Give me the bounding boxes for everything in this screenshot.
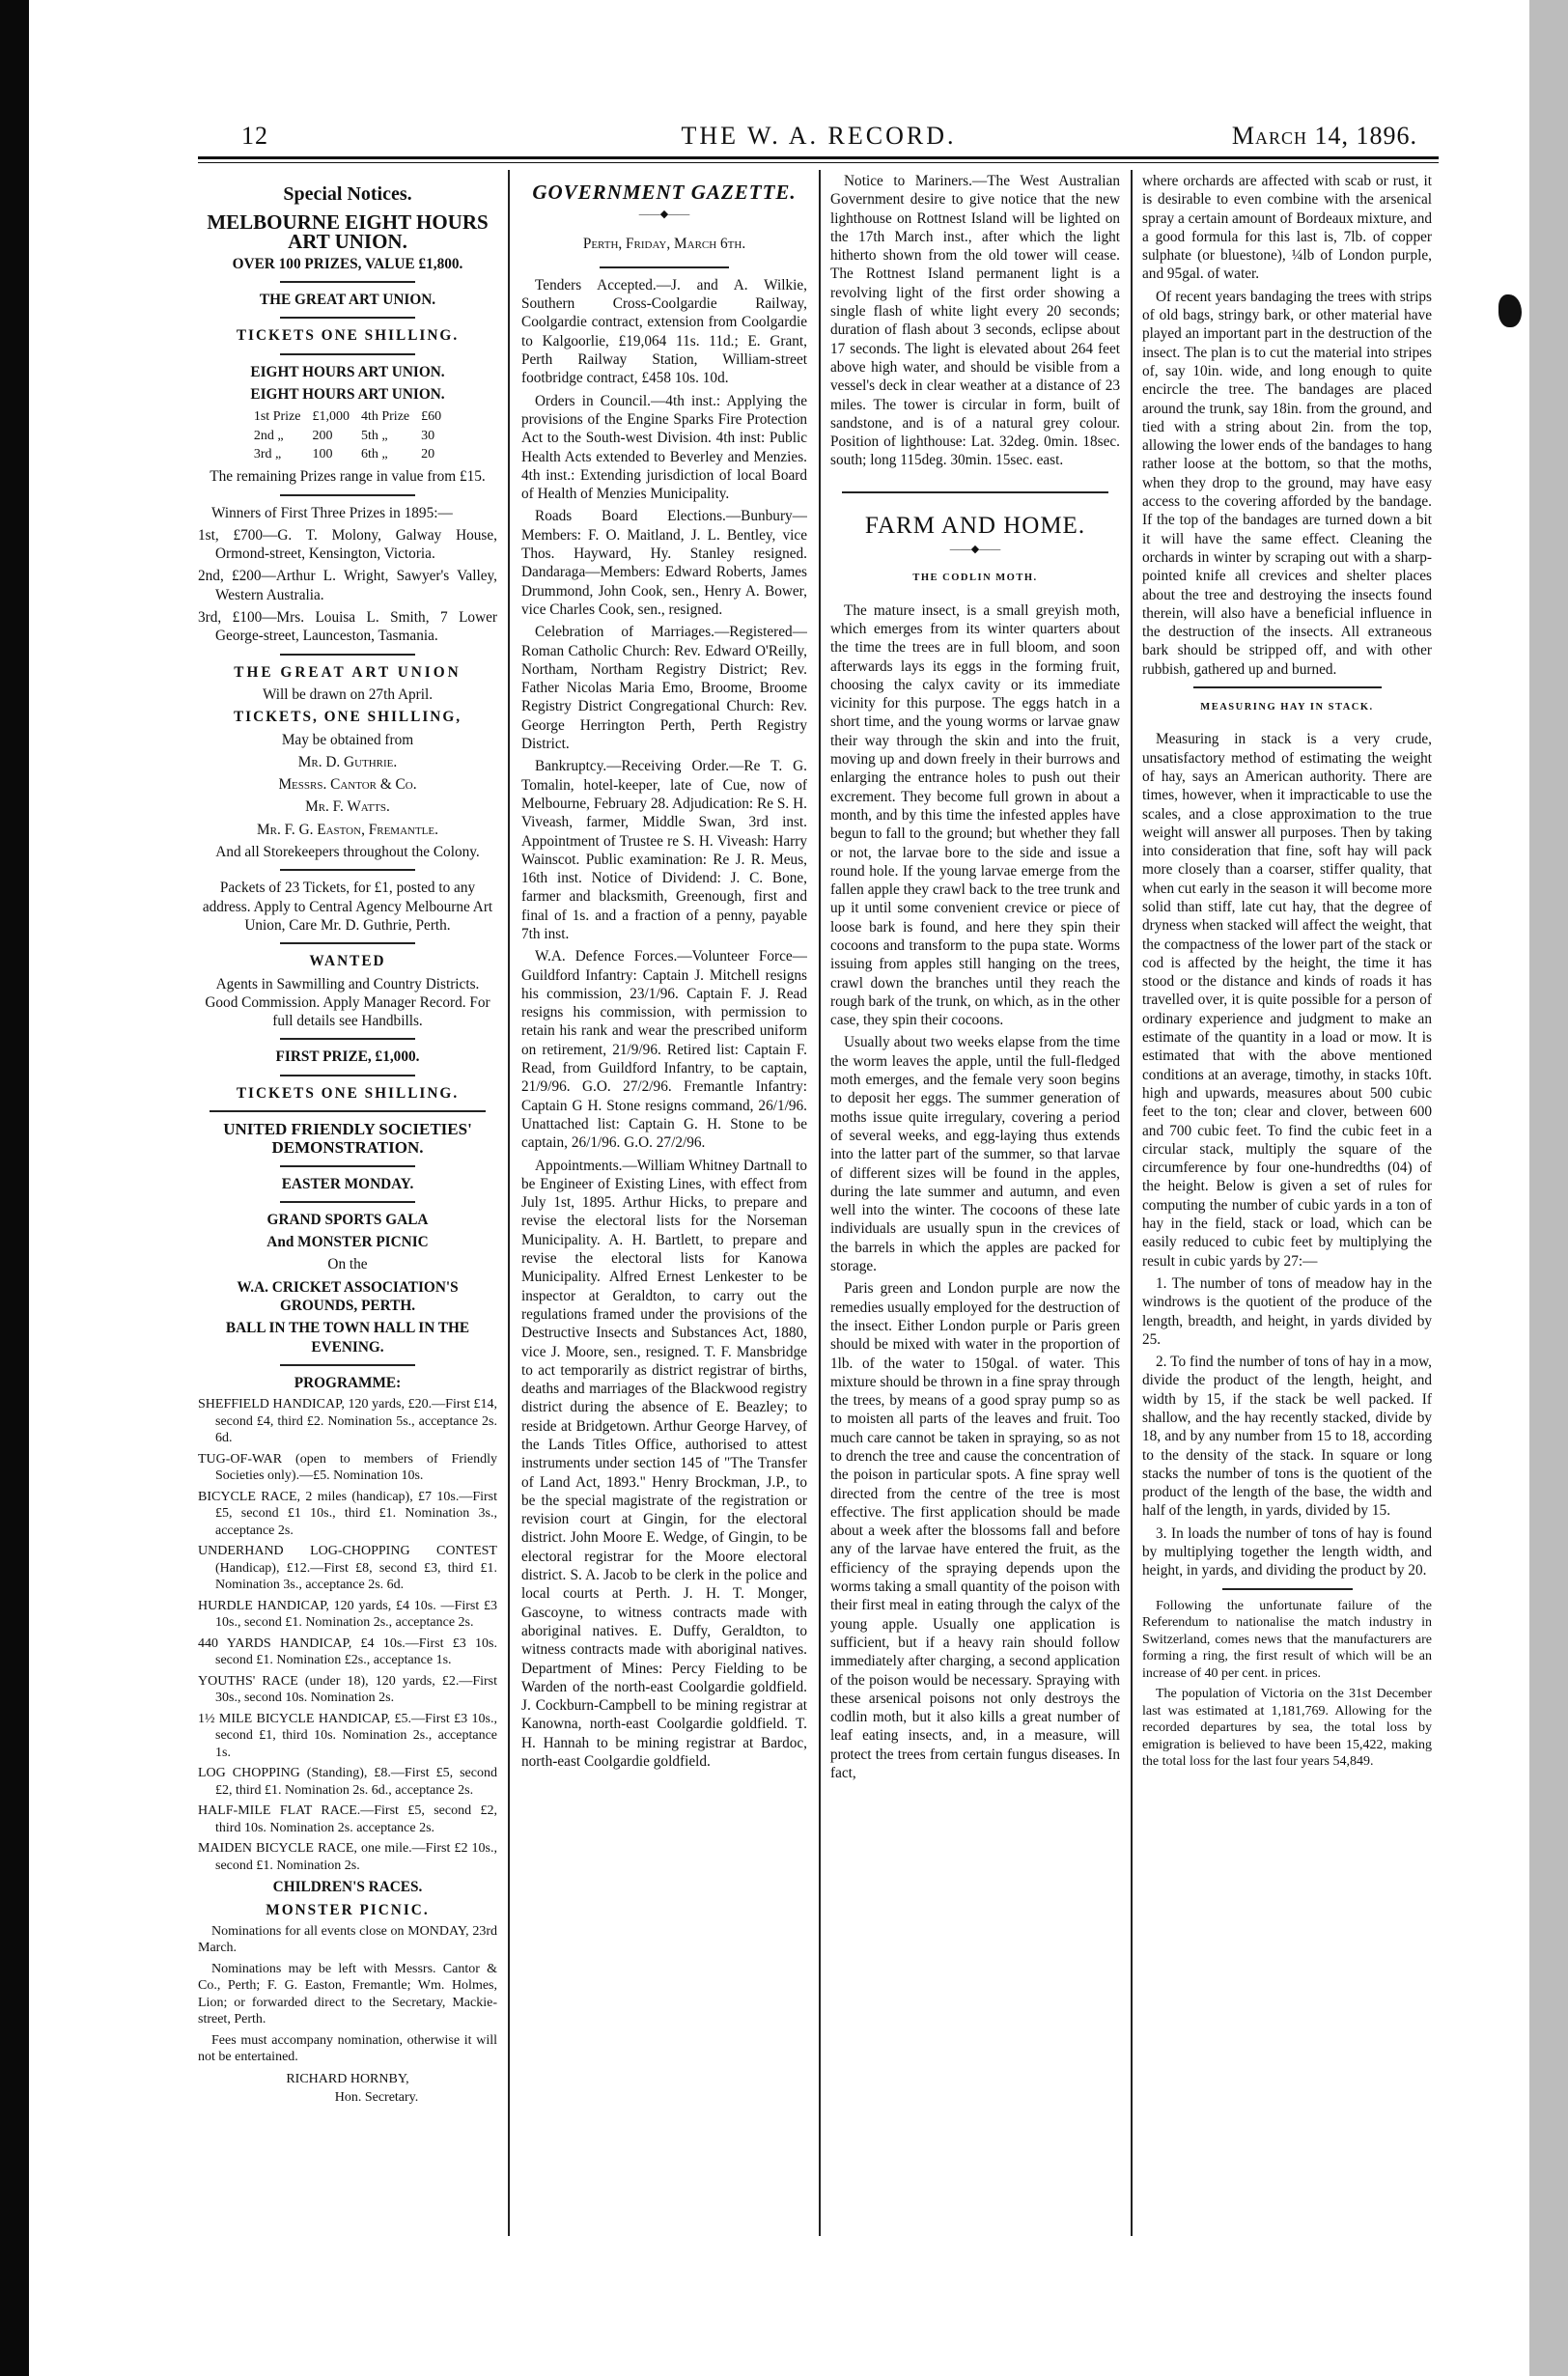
- rule-item: 3. In loads the number of tons of hay is found by multiplying together the length width, and height, in yards, and dividing the product by 20.: [1142, 1524, 1432, 1579]
- article-paragraph: Of recent years bandaging the trees with strips of old bags, stringy bark, or other material have played an important part in the destruction of the insect. The plan is to cut the material into stripes of, say 10in. wide, and long enough to quite encircle the tree. The bandages are placed around the trunk, say 18in. from the ground, and tied with a string about 2in. from the top, allowing the lower ends of the bandages to hang rather loose at the bottom, so that the moths, when they drop to the ground, may have easy access to the covering afforded by the bandage. If the top of the bandages are turned down a bit it will have the same effect. Cleaning the orchards in winter by scraping out with a sharp-pointed knife all crevices and shelter places about the tree and destroying the insects found therein, will also have a beneficial influence in the destruction of the insects. All extraneous bark should be stripped off, and with other rubbish, gathered up and burned.: [1142, 288, 1432, 678]
- article-heading: MEASURING HAY IN STACK.: [1200, 702, 1374, 713]
- agent: Mr. D. Guthrie.: [297, 753, 398, 770]
- event: UNDERHAND LOG-CHOPPING CONTEST (Handicap), £12.—First £8, second £3, third £1. Nomination 3s., acceptance 2s. 6d.: [198, 1544, 497, 1593]
- obtained-from: May be obtained from: [281, 731, 414, 748]
- ornament-divider: ——◆——: [638, 209, 690, 221]
- tickets-line: TICKETS, ONE SHILLING,: [233, 709, 462, 726]
- rule-item: 1. The number of tons of meadow hay in the windrows is the quotient of the produce of the length, breadth, and height, in yards divided by 25.: [1142, 1274, 1432, 1348]
- article-paragraph: The mature insect, is a small greyish moth, which emerges from its winter quarters about the time the trees are in full bloom, and soon afterwards lays its eggs in the forming fruit, choosing the calyx cavity or its immediate vicinity for this purpose. The eggs hatch in a short time, and the young worms or larvae gnaw their way through the skin and into the fruit, moving up and down freely in their burrows and enlarging the entrance holes to push out their excrement. They become full grown in about a month, and by this time the infested apples have begun to fall to the ground; but whether they fall or not, the larvae bore to the side and issue a round hole. If the young larvae emerge from the fallen apple they crawl back to the tree trunk and up it until some convenient crevice or piece of loose bark is found, and here they spin their cocoons and transform to the pupa state. Worms issuing from apples still hanging on the trees, crawl down the branches until they reach the rough bark of the trunk, on which, as in the other case, they spin their cocoons.: [830, 601, 1120, 1029]
- event: HURDLE HANDICAP, 120 yards, £4 10s. —First £3 10s., second £1. Nomination 2s., acceptance 2s.: [198, 1598, 497, 1631]
- sports-gala: GRAND SPORTS GALA: [266, 1211, 429, 1228]
- page-header: [220, 118, 1417, 151]
- event: BICYCLE RACE, 2 miles (handicap), £7 10s.—First £5, second £1 10s., third £1. Nomination 3s., acceptance 2s.: [198, 1489, 497, 1538]
- gazette-item: Celebration of Marriages.—Registered—Roman Catholic Church: Rev. Edward O'Reilly, Northam, Northam Registry District; Rev. Father Nicolas Maria Emo, Broome, Broome Registry District Congregational Church: Rev. George Herrington Perth, Perth Registry District.: [521, 624, 807, 753]
- divider: [842, 491, 1108, 493]
- event: SHEFFIELD HANDICAP, 120 yards, £20.—First £14, second £4, third £2. Nomination 5s., acceptance 2s. 6d.: [198, 1397, 497, 1446]
- divider: [1222, 1588, 1353, 1590]
- wanted-text: Agents in Sawmilling and Country Districts. Good Commission. Apply Manager Record. For full details see Handbills.: [205, 975, 490, 1030]
- gazette-item: Orders in Council.—4th inst.: Applying the provisions of the Engine Sparks Fire Protection Act to the South-west Division. 4th inst: Public Health Acts extended to Beverley and Menzies. 4th inst.: Extending jurisdiction of local Board of Health of Menzies Municipality.: [521, 392, 807, 503]
- gazette-item: Appointments.—William Whitney Dartnall to be Engineer of Existing Lines, with effect from July 1st, 1895. Arthur Hicks, to prepare and revise the electoral lists for the Norseman Municipality. A. H. Bartlett, to prepare and revise the electoral lists for Kanowa Municipality. Alfred Ernest Lenkester to be inspector at Geraldton, to carry out the regulations framed under the provisions of the Destructive Insects and Substances Act, 1880, vice J. Moore, sen., resigned. T. F. Mansbridge to act temporarily as district registrar of births, deaths and marriages of the Blackwood registry district during the absence of E. Beazley; to reside at Bridgetown. Arthur George Harvey, of the Lands Titles Office, authorised to attest instruments under section 145 of "The Transfer of Land Act, 1893." Henry Brockman, J.P., to be the special magistrate of the registration or revision court at Gingin, for the electoral district. John Moore E. Wedge, of Gingin, to be electoral registrar for the Moore electoral district. S. A. Jacob to be clerk in the police and local courts at Perth. J. H. T. Monger, Gascoyne, to witness contracts made with aboriginal natives. E. Duffy, Geraldton, to witness contracts made with aboriginal natives. Department of Mines: Percy Fielding to be Warden of the north-east Coolgardie goldfield. J. Cockburn-Campbell to be mining registrar at Kanowna, north-east Coolgardie goldfield. T. H. Hannah to be mining registrar at Bardoc, north-east Coolgardie goldfield.: [521, 1157, 807, 1771]
- divider: [280, 942, 415, 944]
- remaining-prizes: The remaining Prizes range in value from £15.: [210, 468, 486, 486]
- grounds: W.A. CRICKET ASSOCIATION'S GROUNDS, PERTH.: [237, 1278, 459, 1315]
- article-paragraph: Measuring in stack is a very crude, unsatisfactory method of estimating the weight of hay, says an American authority. There are times, however, when it impracticable to use the scales, and a close approximation to the true weight will answer all purposes. Then by taking into consideration that fine, soft hay will pack more closely than a coarser, stiffer quality, that when cut early in the season it will become more solid than stiff, late cut hay, that the degree of dryness when stacked will affect the weight, that the compactness of the lower part of the stack or cod is affected by the height, the time it has stood or the distance and kinds of roads it has travelled over, it is quite possible for a person of ordinary experience and judgment to make an estimate of the quantity in a load or mow. It is estimated that with the above mentioned conditions at an average, timothy, in stacks 10ft. high and upwards, measures about 500 cubic feet to the ton; clear and clover, between 600 and 700 cubic feet. To find the cubic feet in a circular stack, multiply the square of the circumference by four one-hundredths (04) of the height. Below is given a set of rules for computing the number of cubic yards in a ton of hay in the field, stack or load, which can be easily reduced to cubic feet by multiplying the result in cubic yards by 27:—: [1142, 731, 1432, 1270]
- divider: [280, 353, 415, 355]
- event: MAIDEN BICYCLE RACE, one mile.—First £2 10s., second £1. Nomination 2s.: [198, 1841, 497, 1873]
- signer-title: Hon. Secretary.: [334, 2090, 419, 2106]
- tickets-line: TICKETS ONE SHILLING.: [236, 327, 460, 345]
- column-farm-and-home: [830, 172, 1120, 2248]
- column-rule: [508, 170, 510, 2236]
- wanted-heading: WANTED: [309, 953, 386, 970]
- event: TUG-OF-WAR (open to members of Friendly Societies only).—£5. Nomination 10s.: [198, 1451, 497, 1484]
- divider: [280, 281, 415, 283]
- divider: [280, 869, 415, 871]
- page-number: 12: [241, 122, 268, 150]
- column-government-gazette: [521, 172, 807, 2248]
- ufs-title: UNITED FRIENDLY SOCIETIES' DEMONSTRATION.: [223, 1119, 472, 1158]
- notice-to-mariners: Notice to Mariners.—The West Australian Government desire to give notice that the new lighthouse on Rottnest Island will be lighted on the 17th March inst., after which the light hitherto shown from the old tower will cease. The Rottnest Island permanent light is a revolving light of the first order showing a single flash of white light every 20 seconds; duration of flash about 3 seconds, eclipse about 17 seconds. The light is elevated about 264 feet above high water, and should be visible from a vessel's deck in clear weather at a distance of 23 miles. The tower is circular in form, built of sandstone, and is of a natural grey colour. Position of lighthouse: Lat. 32deg. 0min. 18sec. south; long 115deg. 30min. 15sec. east.: [830, 173, 1120, 469]
- agent: Mr. F. Watts.: [305, 798, 390, 816]
- gazette-item: Bankruptcy.—Receiving Order.—Re T. G. Tomalin, hotel-keeper, late of Cue, now of Melbourne, February 28. Adjudication: Re S. H. Viveash, farmer, Middle Swan, 3rd inst. Appointment of Trustee re S. H. Viveash: Harry Wainscot. Public examination: Re J. R. Meus, 16th inst. Notice of Dividend: J. C. Bone, farmer and blacksmith, Greenough, first and final of 1s. and a fraction of a penny, payable 7th inst.: [521, 758, 807, 942]
- divider: [280, 1364, 415, 1366]
- first-prize: FIRST PRIZE, £1,000.: [275, 1048, 420, 1066]
- programme-heading: PROGRAMME:: [294, 1374, 402, 1391]
- article-paragraph: where orchards are affected with scab or rust, it is desirable to even combine with the arsenical spray a certain amount of Bordeaux mixture, and a good formula for this last is, 7lb. of copper sulphate (or bluestone), ¼lb of London purple, and 95gal. of water.: [1142, 173, 1432, 283]
- divider: [280, 494, 415, 496]
- winners-heading: Winners of First Three Prizes in 1895:—: [211, 504, 453, 521]
- gazette-item: W.A. Defence Forces.—Volunteer Force—Guildford Infantry: Captain J. Mitchell resigns his commission, 23/1/96. Captain F. J. Read resigns his commission, with permission to retain his rank and wear the prescribed uniform on retirement, 21/9/96. Retired list: Captain F. Read, from Guildford Infantry, to be captain, 21/9/96. G.O. 27/2/96. Fremantle Infantry: Captain G H. Stone resigns command, 26/1/96. Unattached list: Captain G. H. Stone to be captain, 26/1/96. G.O. 27/2/96.: [521, 948, 807, 1152]
- table-row: 2nd „ 200 5th „ 30: [253, 428, 435, 443]
- section-heading: FARM AND HOME.: [864, 512, 1086, 539]
- monster-picnic: And MONSTER PICNIC: [266, 1234, 429, 1251]
- on-the: On the: [327, 1256, 368, 1273]
- divider: [280, 1201, 415, 1203]
- divider: [280, 317, 415, 319]
- nominations-left: Nominations may be left with Messrs. Cantor & Co., Perth; F. G. Easton, Fremantle; Wm. Holmes, Lion; or forwarded direct to the Secretary, Mackie-street, Perth.: [198, 1961, 497, 2027]
- agent: Mr. F. G. Easton, Fremantle.: [257, 821, 438, 838]
- ink-blot: [1498, 294, 1522, 327]
- ornament-divider: ——◆——: [949, 544, 1001, 556]
- section-heading: GOVERNMENT GAZETTE.: [532, 181, 797, 204]
- scan-edge-left: [0, 0, 29, 2376]
- eight-hours-line: EIGHT HOURS ART UNION.: [250, 386, 445, 404]
- scan-edge-right: [1529, 0, 1568, 2376]
- article-heading: THE CODLIN MOTH.: [912, 573, 1038, 584]
- storekeepers: And all Storekeepers throughout the Colony.: [215, 844, 480, 861]
- issue-date: March 14, 1896.: [1231, 122, 1417, 150]
- divider: [280, 1038, 415, 1040]
- divider: [280, 1165, 415, 1167]
- divider: [210, 1110, 485, 1112]
- packets-notice: Packets of 23 Tickets, for £1, posted to any address. Apply to Central Agency Melbourne Art Union, Care Mr. D. Guthrie, Perth.: [202, 880, 493, 934]
- column-rule: [819, 170, 821, 2236]
- dateline: Perth, Friday, March 6th.: [582, 235, 746, 252]
- prizes-line: OVER 100 PRIZES, VALUE £1,800.: [232, 255, 463, 272]
- ball: BALL IN THE TOWN HALL IN THE EVENING.: [225, 1320, 470, 1356]
- eight-hours-line: EIGHT HOURS ART UNION.: [250, 363, 445, 380]
- event: YOUTHS' RACE (under 18), 120 yards, £2.—First 30s., second 10s. Nomination 2s.: [198, 1673, 497, 1706]
- monster-picnic-heading: MONSTER PICNIC.: [266, 1901, 430, 1918]
- winner: 3rd, £100—Mrs. Louisa L. Smith, 7 Lower George-street, Launceston, Tasmania.: [198, 609, 497, 645]
- masthead-title: THE W. A. RECORD.: [681, 122, 957, 150]
- header-rule-thin: [198, 162, 1439, 163]
- event: 440 YARDS HANDICAP, £4 10s.—First £3 10s. second £1. Nomination £2s., acceptance 1s.: [198, 1635, 497, 1668]
- agent: Messrs. Cantor & Co.: [278, 776, 417, 794]
- column-special-notices: [198, 172, 497, 2248]
- rule-item: 2. To find the number of tons of hay in a mow, divide the product of the length, height, and width by 15, if the stack be well packed. If shallow, and the hay recently stacked, divide by 18, and by any number from 15 to 18, according to the density of the stack. In square or long stacks the number of tons is the quotient of the product of the length of the base, the width and half of the length, in yards, divided by 15.: [1142, 1354, 1432, 1520]
- draw-date: Will be drawn on 27th April.: [262, 685, 434, 703]
- section-heading: Special Notices.: [283, 183, 412, 205]
- gazette-item: Tenders Accepted.—J. and A. Wilkie, Southern Cross-Coolgardie Railway, Coolgardie contract, extension from Coolgardie to Kalgoorlie, £19,064 11s. 11d.; E. Grant, Perth Railway Station, William-street footbridge contract, £458 10s. 10d.: [521, 276, 807, 387]
- header-rule: [198, 156, 1439, 159]
- news-item: Following the unfortunate failure of the Referendum to nationalise the match industry in Switzerland, comes news that the manufacturers are forming a ring, the first result of which will be an increase of 40 per cent. in prices.: [1142, 1598, 1432, 1681]
- tickets-line: TICKETS ONE SHILLING.: [236, 1084, 460, 1102]
- winner: 1st, £700—G. T. Molony, Galway House, Ormond-street, Kensington, Victoria.: [198, 526, 497, 563]
- column-rule: [1131, 170, 1133, 2236]
- event: HALF-MILE FLAT RACE.—First £5, second £2, third 10s. Nomination 2s. acceptance 2s.: [198, 1803, 497, 1835]
- table-row: 3rd „ 100 6th „ 20: [253, 446, 435, 461]
- table-row: 1st Prize £1,000 4th Prize £60: [253, 409, 442, 425]
- event: 1½ MILE BICYCLE HANDICAP, £5.—First £3 10s., second £1, third 10s. Nomination 2s., acceptance 1s.: [198, 1711, 497, 1760]
- divider: [1193, 686, 1382, 688]
- fees-note: Fees must accompany nomination, otherwise it will not be entertained.: [198, 2032, 497, 2065]
- great-art-union: THE GREAT ART UNION.: [259, 292, 436, 309]
- art-union-title: MELBOURNE EIGHT HOURS ART UNION.: [207, 210, 489, 253]
- article-paragraph: Usually about two weeks elapse from the time the worm leaves the apple, until the full-fledged moth emerges, and the female very soon begins to deposit her eggs. The summer generation of moths issue quite irregulary, covering a period of several weeks, and egg-laying thus extends into the latter part of the summer, so that larvae of different sizes will be found in the apples, during the late summer and autumn, and even well into the winter. The cocoons of these late individuals are usually spun in the crevices of the barrels in which the apples are packed for storage.: [830, 1034, 1120, 1275]
- article-paragraph: Paris green and London purple are now the remedies usually employed for the destruction of the insect. Either London purple or Paris green should be mixed with water in the proportion of 1lb. of the water to 150gal. of water. This mixture should be thrown in a fine spray through the trees, by means of a good spray pump so as to moisten all parts of the leaves and fruit. Too much care cannot be taken in spraying, so as not to drench the tree and cause the concentration of the poison in particular spots. A fine spray well directed from the centre of the tree is most effective. The first application should be made about a week after the blossoms fall and before any of the larvae have entered the fruit, as the efficiency of the spraying depends upon the worms taking a small quantity of the poison with their first meal in eating through the calyx of the young apple. Usually one application is sufficient, but if a heavy rain should follow immediately after charging, a second application of the poison would be necessary. Spraying with these arsenical poisons not only destroys the codlin moth, but it also kills a great number of leaf eating insects, and, in a measure, will protect the trees from certain fungus diseases. In fact,: [830, 1280, 1120, 1782]
- childrens-races: CHILDREN'S RACES.: [272, 1879, 423, 1896]
- divider: [280, 1075, 415, 1076]
- prize-table: [248, 407, 447, 463]
- column-hay: [1142, 172, 1432, 2248]
- divider: [280, 654, 415, 656]
- great-art-union: THE GREAT ART UNION: [234, 663, 462, 681]
- divider: [600, 266, 728, 268]
- news-item: The population of Victoria on the 31st December last was estimated at 1,181,769. Allowing for the recorded departures by sea, the total loss by emigration is believed to have been 15,422, making the total loss for the last four years 54,849.: [1142, 1687, 1432, 1770]
- winner: 2nd, £200—Arthur L. Wright, Sawyer's Valley, Western Australia.: [198, 568, 497, 603]
- signer-name: RICHARD HORNBY,: [286, 2071, 409, 2086]
- event: LOG CHOPPING (Standing), £8.—First £5, second £2, third £1. Nomination 2s. 6d., acceptance 2s.: [198, 1766, 497, 1798]
- nominations-close: Nominations for all events close on MONDAY, 23rd March.: [198, 1923, 497, 1956]
- easter-monday: EASTER MONDAY.: [281, 1175, 414, 1192]
- gazette-item: Roads Board Elections.—Bunbury—Members: F. O. Maitland, J. L. Bentley, vice Thos. Hayward, Hy. Stanley resigned. Dandaraga—Members: Edward Roberts, James Drummond, John Cook, sen., Henry A. Bower, vice Charles Cook, sen., resigned.: [521, 508, 807, 618]
